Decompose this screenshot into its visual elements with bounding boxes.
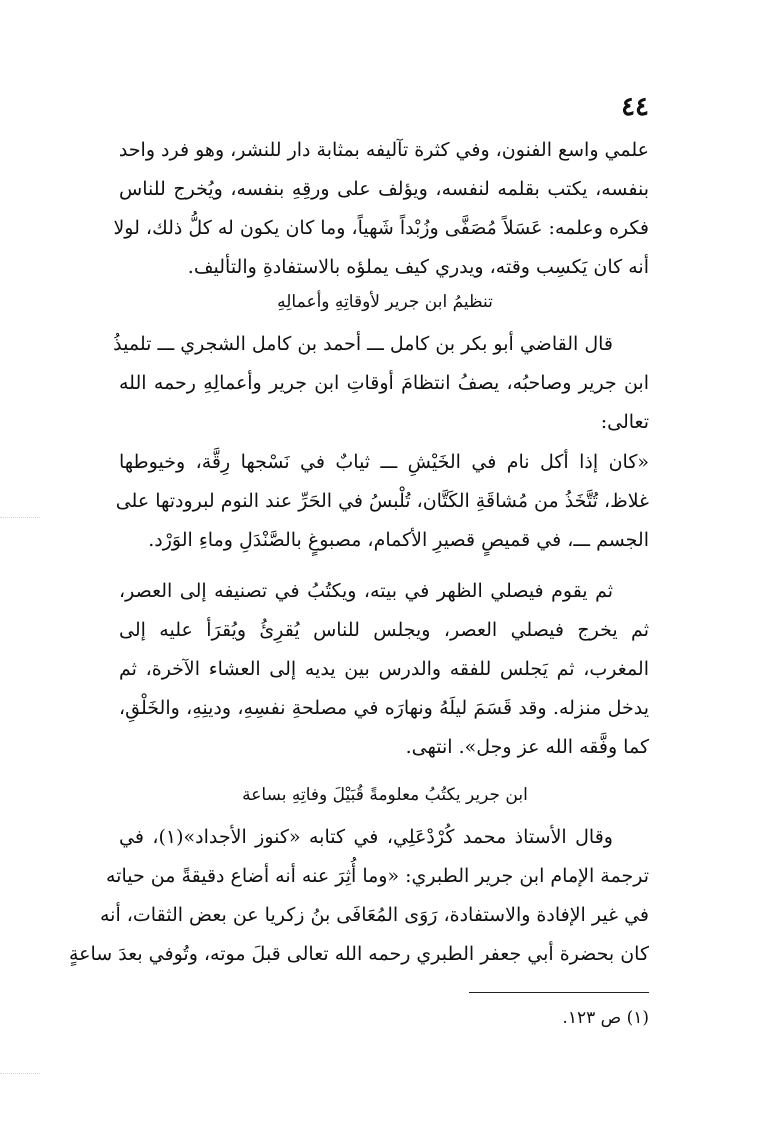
text-line: في غير الإفادة والاستفادة، رَوَى المُعَافَى بنُ زكريا عن بعض الثقات، أنه bbox=[100, 904, 649, 926]
page-number: ٤٤ bbox=[621, 92, 649, 122]
text-line: المغرب، ثم يَجلس للفقه والدرس بين يديه إلى العشاء الآخرة، ثم bbox=[119, 658, 649, 680]
text-line: فكره وعلمه: عَسَلاً مُصَفَّى وزُبْداً شَهياً، وما كان يكون له كلُّ ذلك، لولا bbox=[113, 217, 649, 239]
text-line: ثم يقوم فيصلي الظهر في بيته، ويكتُبُ في تصنيفه إلى العصر، bbox=[119, 580, 613, 602]
text-line: ثم يخرج فيصلي العصر، ويجلس للناس يُقرِئُ ويُقرَأ عليه إلى bbox=[119, 619, 649, 641]
footnote-divider bbox=[469, 992, 649, 993]
text-line: يدخل منزله. وقد قَسَمَ ليلَهُ ونهارَه في مصلحةِ نفسِهِ، ودينِهِ، والخَلْقِ، bbox=[119, 697, 649, 719]
paragraph-narrator bbox=[113, 325, 649, 442]
text-line: الجسم ـــ، في قميصٍ قصيرِ الأكمام، مصبوغٍ بالصَّنْدَلِ وماءِ الوَرْد. bbox=[148, 529, 649, 551]
text-line: علمي واسع الفنون، وفي كثرة تآليفه بمثابة دار للنشر، وهو فرد واحد bbox=[118, 139, 649, 161]
text-line: وقال الأستاذ محمد كُرْدْعَلِي، في كتابه «كنوز الأجداد»(١)، في bbox=[119, 826, 613, 848]
text-line: غلاظ، تُتَّخَذُ من مُشاقَةِ الكَتَّان، تُلْبسُ في الحَرِّ عند النوم لبرودتها على bbox=[115, 490, 649, 512]
text-line: ابن جرير وصاحبُه، يصفُ انتظامَ أوقاتِ ابن جرير وأعمالِهِ رحمه الله bbox=[119, 372, 649, 394]
margin-scan-mark bbox=[0, 1073, 40, 1074]
text-line: تعالى: bbox=[600, 411, 649, 433]
paragraph-intro bbox=[113, 131, 649, 287]
paragraph-quote bbox=[115, 443, 649, 560]
text-line: كما وفَّقه الله عز وجل». انتهى. bbox=[405, 736, 649, 758]
margin-scan-mark bbox=[0, 517, 40, 518]
section-heading: تنظيمُ ابن جرير لأوقاتِهِ وأعمالِهِ bbox=[277, 292, 493, 312]
paragraph-kurd-ali bbox=[68, 818, 649, 974]
section-heading: ابن جرير يكتُبُ معلومةً قُبَيْلَ وفاتِهِ بساعة bbox=[242, 785, 528, 805]
paragraph-schedule bbox=[119, 572, 649, 767]
text-line: «كان إذا أكل نام في الخَيْشِ ـــ ثيابٌ في نَسْجها رِقَّة، وخيوطها bbox=[119, 451, 649, 473]
text-line: أنه كان يَكسِب وقته، ويدري كيف يملؤه بالاستفادةِ والتأليف. bbox=[187, 256, 649, 278]
footnote: (١) ص ١٢٣. bbox=[562, 1008, 649, 1028]
text-line: كان بحضرة أبي جعفر الطبري رحمه الله تعالى قبلَ موته، وتُوفي بعدَ ساعةٍ bbox=[68, 943, 649, 965]
text-line: بنفسه، يكتب بقلمه لنفسه، ويؤلف على ورقِهِ بنفسه، ويُخرج للناس bbox=[119, 178, 649, 200]
text-line: ترجمة الإمام ابن جرير الطبري: «وما أُثِرَ عنه أنه أضاع دقيقةً من حياته bbox=[105, 865, 649, 887]
text-line: قال القاضي أبو بكر بن كامل ـــ أحمد بن كامل الشجري ـــ تلميذُ bbox=[113, 333, 613, 355]
